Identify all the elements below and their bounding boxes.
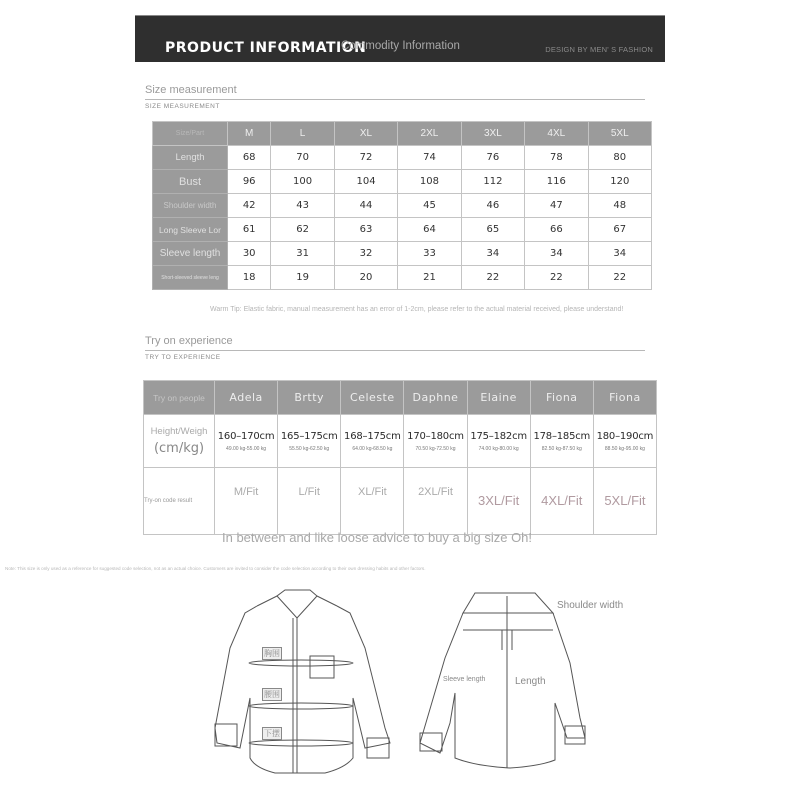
table-cell: 18 xyxy=(228,266,271,290)
table-cell: 100 xyxy=(271,170,334,194)
length-label: Length xyxy=(515,676,546,687)
size-advice: In between and like loose advice to buy a big size Oh! xyxy=(222,530,533,545)
table-cell: 19 xyxy=(271,266,334,290)
table-cell xyxy=(593,468,656,535)
table-cell xyxy=(467,468,530,535)
table-cell: 64 xyxy=(398,218,461,242)
row-label: Try-on code result xyxy=(144,468,215,535)
banner-subtitle: Commodity Information xyxy=(341,40,460,52)
weight-range: 64.00 kg-68.50 kg xyxy=(352,445,393,452)
weight-range: 88.50 kg-95.00 kg xyxy=(604,445,645,452)
table-cell: 66 xyxy=(525,218,588,242)
size-section-header xyxy=(145,84,645,110)
table-cell: 78 xyxy=(525,146,588,170)
table-cell: 112 xyxy=(461,170,524,194)
table-cell: 42 xyxy=(228,194,271,218)
table-cell: 80 xyxy=(588,146,651,170)
table-cell: 44 xyxy=(334,194,397,218)
table-cell: 22 xyxy=(588,266,651,290)
table-cell xyxy=(341,468,404,535)
banner-brand: DESIGN BY MEN' S FASHION xyxy=(545,45,653,54)
table-cell: 70 xyxy=(271,146,334,170)
table-cell xyxy=(593,415,656,468)
weight-range: 70.50 kg-72.50 kg xyxy=(415,445,456,452)
table-cell: 65 xyxy=(461,218,524,242)
table-cell: 21 xyxy=(398,266,461,290)
size-header: L xyxy=(271,122,334,146)
fit-result: XL/Fit xyxy=(357,486,387,498)
height-weight-label: Height/Weigh xyxy=(150,425,208,437)
table-row xyxy=(144,468,657,535)
table-cell xyxy=(215,415,278,468)
row-label xyxy=(144,415,215,468)
table-cell xyxy=(530,468,593,535)
try-on-table xyxy=(143,380,657,535)
table-cell xyxy=(467,415,530,468)
table-cell: 74 xyxy=(398,146,461,170)
table-cell xyxy=(341,415,404,468)
size-header: M xyxy=(228,122,271,146)
table-row xyxy=(153,170,652,194)
table-cell: 34 xyxy=(461,242,524,266)
weight-range: 74.00 kg-80.00 kg xyxy=(478,445,519,452)
table-cell xyxy=(278,468,341,535)
table-cell: 32 xyxy=(334,242,397,266)
try-section-header xyxy=(145,335,645,361)
try-corner-cell: Try on people xyxy=(144,381,215,415)
table-cell: 62 xyxy=(271,218,334,242)
table-cell: 76 xyxy=(461,146,524,170)
shirt-back-diagram xyxy=(415,588,600,788)
table-cell: 22 xyxy=(525,266,588,290)
table-cell: 34 xyxy=(588,242,651,266)
table-cell: 48 xyxy=(588,194,651,218)
table-row xyxy=(153,242,652,266)
person-header: Fiona xyxy=(530,381,593,415)
table-cell: 31 xyxy=(271,242,334,266)
table-cell: 30 xyxy=(228,242,271,266)
fit-result: L/Fit xyxy=(298,486,320,498)
table-cell: 116 xyxy=(525,170,588,194)
weight-range: 82.50 kg-87.50 kg xyxy=(541,445,582,452)
try-header-row xyxy=(144,381,657,415)
sleeve-length-label: Sleeve length xyxy=(443,676,486,683)
size-header: 2XL xyxy=(398,122,461,146)
product-info-banner xyxy=(135,15,665,62)
divider xyxy=(145,99,645,100)
size-section-title: Size measurement xyxy=(145,84,237,96)
fit-result: 4XL/Fit xyxy=(541,493,583,508)
table-cell: 33 xyxy=(398,242,461,266)
size-section-subtitle: SIZE MEASUREMENT xyxy=(145,103,220,110)
table-cell: 72 xyxy=(334,146,397,170)
fit-result: 5XL/Fit xyxy=(604,493,646,508)
size-corner-cell: Size/Part xyxy=(153,122,228,146)
table-cell: 67 xyxy=(588,218,651,242)
fit-result: 3XL/Fit xyxy=(478,493,520,508)
try-section-subtitle: TRY TO EXPERIENCE xyxy=(145,354,221,361)
table-cell: 120 xyxy=(588,170,651,194)
table-cell xyxy=(404,415,467,468)
table-cell xyxy=(278,415,341,468)
table-cell: 34 xyxy=(525,242,588,266)
divider xyxy=(145,350,645,351)
table-cell: 43 xyxy=(271,194,334,218)
size-header: 3XL xyxy=(461,122,524,146)
row-label: Short-sleeved sleeve leng xyxy=(153,266,228,290)
row-label: Sleeve length xyxy=(153,242,228,266)
row-label: Length xyxy=(153,146,228,170)
hem-label: 下摆 xyxy=(264,729,280,738)
warm-tip: Warm Tip: Elastic fabric, manual measurement has an error of 1-2cm, please refer to the actual material received, please understand! xyxy=(210,306,624,313)
table-cell: 104 xyxy=(334,170,397,194)
height-range: 160–170cm xyxy=(217,430,275,442)
table-cell: 68 xyxy=(228,146,271,170)
unit-label: (cm/kg) xyxy=(153,440,205,456)
table-cell: 46 xyxy=(461,194,524,218)
size-header: XL xyxy=(334,122,397,146)
size-header: 4XL xyxy=(525,122,588,146)
table-cell: 20 xyxy=(334,266,397,290)
height-range: 168–175cm xyxy=(344,430,401,442)
table-row xyxy=(153,194,652,218)
person-header: Daphne xyxy=(404,381,467,415)
table-cell xyxy=(530,415,593,468)
banner-title: PRODUCT INFORMATION xyxy=(165,40,367,56)
fit-result: 2XL/Fit xyxy=(418,486,453,498)
height-range: 178–185cm xyxy=(533,430,591,442)
table-row xyxy=(153,266,652,290)
table-cell: 61 xyxy=(228,218,271,242)
height-range: 170–180cm xyxy=(407,430,464,442)
weight-range: 55.50 kg-62.50 kg xyxy=(289,445,330,452)
table-row xyxy=(153,218,652,242)
table-cell: 108 xyxy=(398,170,461,194)
table-row xyxy=(153,146,652,170)
chest-label: 胸围 xyxy=(264,649,280,658)
person-header: Celeste xyxy=(341,381,404,415)
table-cell: 47 xyxy=(525,194,588,218)
size-note: Note: This size is only used as a reference for suggested code selection, not as an actual choice. Customers are invited to consider the code selection according to their own dressing habits and other factors. xyxy=(5,566,426,571)
table-cell: 22 xyxy=(461,266,524,290)
height-range: 175–182cm xyxy=(470,430,527,442)
table-cell xyxy=(404,468,467,535)
row-label: Long Sleeve Lor xyxy=(153,218,228,242)
table-row xyxy=(144,415,657,468)
person-header: Elaine xyxy=(467,381,530,415)
person-header: Brtty xyxy=(278,381,341,415)
person-header: Fiona xyxy=(593,381,656,415)
try-section-title: Try on experience xyxy=(145,335,233,347)
size-header: 5XL xyxy=(588,122,651,146)
size-header-row xyxy=(153,122,652,146)
row-label: Bust xyxy=(153,170,228,194)
shirt-front-diagram xyxy=(205,588,400,788)
shoulder-width-label: Shoulder width xyxy=(557,600,624,611)
person-header: Adela xyxy=(215,381,278,415)
waist-label: 腰围 xyxy=(264,690,280,699)
height-range: 165–175cm xyxy=(280,430,338,442)
table-cell: 45 xyxy=(398,194,461,218)
weight-range: 49.00 kg-55.00 kg xyxy=(226,445,267,452)
table-cell xyxy=(215,468,278,535)
fit-result: M/Fit xyxy=(233,486,259,498)
table-cell: 63 xyxy=(334,218,397,242)
size-table xyxy=(152,121,652,290)
row-label: Shoulder width xyxy=(153,194,228,218)
height-range: 180–190cm xyxy=(596,430,654,442)
table-cell: 96 xyxy=(228,170,271,194)
